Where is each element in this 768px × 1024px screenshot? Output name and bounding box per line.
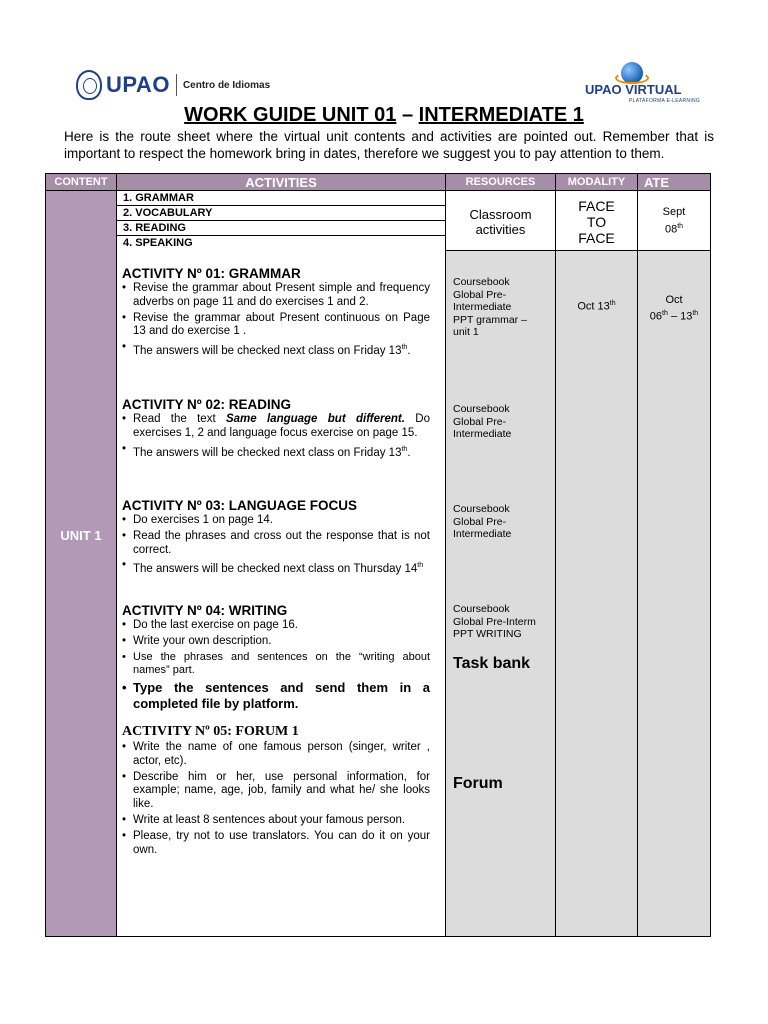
activity-bullet: • Use the phrases and sentences on the “writing about names” part. [122,651,430,679]
activity-title: ACTIVITY Nº 04: WRITING [122,603,288,618]
resource-line: Global Pre- [453,288,507,301]
modality-oct: Oct 13th [577,300,616,313]
resource-block-4 [453,603,553,641]
activity-bullet: • Describe him or her, use personal information, for example; name, age, job, family and what he/ she looks like. [122,771,430,812]
date-sept-month: Sept [662,206,686,218]
resource-forum: Forum [453,775,503,792]
activity-bullet: • The answers will be checked next class on Friday 13th. [122,443,430,461]
logo-divider [176,74,177,96]
activity-bullet: • Read the phrases and cross out the response that is not correct. [122,530,430,558]
resource-line: Coursebook [453,603,510,615]
activity-05 [122,724,430,859]
upao-seal-icon [76,70,102,100]
upao-virtual-logo [585,62,700,104]
activity-04 [122,603,430,713]
modality-face-2: TO [586,214,607,230]
resources-cell [446,251,556,936]
unit-label: UNIT 1 [60,528,102,543]
activity-bullet: • Type the sentences and send them in a completed file by platform. [122,680,430,711]
topic-item: 1. GRAMMAR [117,191,445,206]
upao-brand-sub: Centro de Idiomas [182,79,271,91]
resource-line: Coursebook [453,403,510,415]
activity-bullet: • Read the text Same language but different. Do exercises 1, 2 and language focus exercise on page 15. [122,413,430,441]
date-oct-month: Oct [665,294,683,306]
date-oct-range: 06th – 13th [649,310,699,323]
activity-bullet: • Revise the grammar about Present continuous on Page 13 and do exercise 1 . [122,312,430,340]
date-sept-cell [638,191,710,251]
page-title [0,104,768,127]
topic-item: 3. READING [117,221,445,236]
modality-face-1: FACE [578,198,615,214]
upao-brand: UPAO [106,72,170,97]
resource-line: PPT grammar – [453,313,527,326]
activity-bullet: • Write the name of one famous person (singer, writer , actor, etc). [122,741,430,769]
resource-line: Intermediate [453,428,512,441]
activity-bullet: • Revise the grammar about Present simple and frequency adverbs on page 11 and do exercises 1 and 2. [122,282,430,310]
activity-bullet: • Please, try not to use translators. You can do it on your own. [122,830,430,858]
topic-item: 4. SPEAKING [117,236,445,251]
date-cell [638,251,710,936]
resource-line: Global Pre-Interm [453,615,536,628]
activity-02 [122,397,430,462]
title-part2: INTERMEDIATE 1 [418,104,584,126]
topic-item: 2. VOCABULARY [117,206,445,221]
activity-01 [122,266,430,361]
activity-title: ACTIVITY Nº 01: GRAMMAR [122,266,301,281]
activity-03 [122,498,430,579]
activity-bullet: • The answers will be checked next class on Thursday 14th [122,559,430,577]
resource-block-3 [453,503,553,541]
activity-bullet: • The answers will be checked next class on Friday 13th. [122,341,430,359]
resource-block-2 [453,403,553,441]
resource-line: unit 1 [453,326,479,339]
resource-line: Global Pre- [453,415,507,428]
header-date: ATE [638,174,710,191]
resource-task-bank: Task bank [453,655,531,672]
unit-cell [46,191,117,936]
header-activities: ACTIVITIES [117,174,446,191]
resource-line: Coursebook [453,276,510,288]
activity-title: ACTIVITY Nº 02: READING [122,397,291,412]
activity-bullet: • Write your own description. [122,635,430,649]
resource-line: PPT WRITING [453,628,522,641]
activity-bullet: • Do exercises 1 on page 14. [122,514,430,528]
upao-logo [76,66,276,104]
resource-classroom: Classroom activities [469,207,532,237]
resource-line: Intermediate [453,301,512,314]
resource-line: Intermediate [453,528,512,541]
topics-cell [117,191,446,251]
title-dash: – [396,104,419,126]
activity-bullet: • Do the last exercise on page 16. [122,619,430,633]
modality-face-3: FACE [578,230,615,246]
resource-classroom-cell [446,191,556,251]
header-resources: RESOURCES [446,174,556,191]
activity-title: ACTIVITY Nº 05: FORUM 1 [122,724,299,739]
header-modality: MODALITY [556,174,638,191]
modality-cell [556,251,638,936]
upao-virtual-sub: PLATAFORMA E-LEARNING [629,98,701,104]
modality-face-cell [556,191,638,251]
resource-line: Coursebook [453,503,510,515]
activity-title: ACTIVITY Nº 03: LANGUAGE FOCUS [122,498,357,513]
upao-virtual-brand: UPAO VIRTUAL [585,82,682,97]
activity-bullet: • Write at least 8 sentences about your famous person. [122,814,430,828]
date-sept-day: 08th [664,223,684,236]
title-part1: WORK GUIDE UNIT 01 [184,104,397,126]
resource-line: Global Pre- [453,515,507,528]
resource-block-1 [453,276,553,339]
header-content: CONTENT [46,174,117,191]
intro-paragraph: Here is the route sheet where the virtual unit contents and activities are pointed out. Remember that is important to respect the homework bring in dates, therefore we suggest you to pay attention to them. [64,129,714,161]
